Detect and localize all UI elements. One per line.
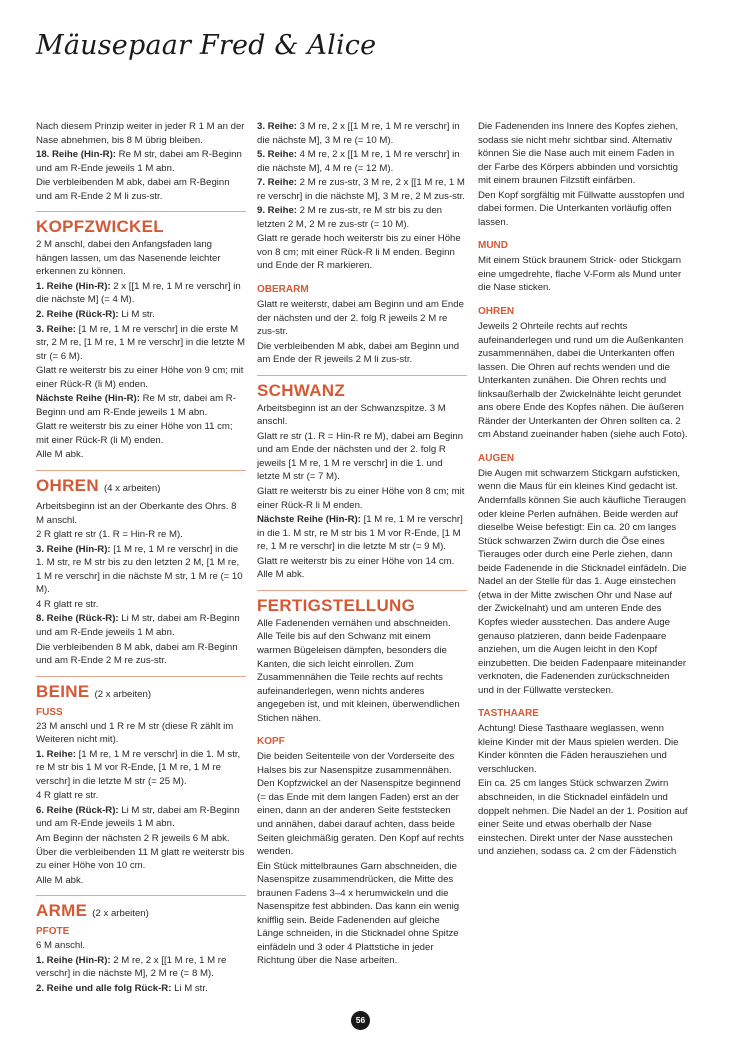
heading-text: ARME — [36, 901, 88, 921]
divider — [257, 590, 467, 591]
column-3 — [478, 120, 688, 860]
page-title: Mäusepaar Fred & Alice — [36, 30, 377, 61]
paragraph: Jeweils 2 Ohrteile rechts auf rechts aufeinanderlegen und rund um die Außenkanten zusammennähen, dabei die Unterkanten offen lassen. Die Ohren auf rechts wenden und die Unterkanten zunähen. Die Ohren rechts und linksaußerhalb der Zwickelnähte leicht gerundet ans obere Ende des Kopfes nähen. Die äußeren Ränder der Unterkanten der Ohren sollten ca. 2 cm Abstand zueinander haben (siehe auch Foto). — [478, 321, 688, 441]
paragraph: Am Beginn der nächsten 2 R jeweils 6 M abk. Über die verbleibenden 11 M glatt re weiterstr bis zu einer Höhe von 10 cm. — [36, 832, 245, 872]
paragraph: 9. Reihe: 2 M re zus-str, re M str bis zu den letzten 2 M, 2 M re zus-str (= 10 M). — [257, 205, 443, 230]
subheading-ohren: OHREN — [478, 306, 515, 318]
heading-text: OHREN — [36, 476, 99, 496]
paragraph: Glatt re weiterstr bis zu einer Höhe von 11 cm; mit einer Rück-R (li M) enden. — [36, 421, 233, 446]
divider — [36, 470, 246, 471]
paragraph: 2. Reihe und alle folg Rück-R: Li M str. — [36, 982, 208, 994]
paragraph: Glatt re weiterstr bis zu einer Höhe von 9 cm; mit einer Rück-R (li M) enden. — [36, 365, 244, 390]
paragraph: 8. Reihe (Rück-R): Li M str, dabei am R-Beginn und am R-Ende jeweils 1 M abn. — [36, 613, 240, 638]
paragraph: Alle Fadenenden vernähen und abschneiden. Alle Teile bis auf den Schwanz mit einem warmen Bügeleisen dämpfen, besonders die Kanten, die sich leicht einrollen. Zum Zusammennähen die Teile rechts auf rechts aufeinanderlegen, wenn nichts anderes angegeben ist, und mit kleinen, überwendlichen Stichen nähen. — [257, 617, 460, 724]
page-number: 56 — [351, 1011, 370, 1030]
section-heading-arme — [36, 901, 246, 924]
subheading-pfote: PFOTE — [36, 926, 70, 938]
paragraph: Achtung! Diese Tasthaare weglassen, wenn kleine Kinder mit der Maus spielen werden. Die Kinder könnten die Fäden herausziehen und verschlucken. — [478, 723, 679, 775]
subheading-fuss: FUSS — [36, 706, 63, 718]
subheading-oberarm: OBERARM — [257, 284, 309, 296]
subheading-kopf: KOPF — [257, 736, 285, 748]
paragraph: Alle M abk. — [36, 874, 84, 886]
paragraph: Die verbleibenden 8 M abk, dabei am R-Beginn und am R-Ende 2 M re zus-str. — [36, 641, 238, 667]
paragraph: Glatt re gerade hoch weiterstr bis zu einer Höhe von 8 cm; mit einer Rück-R li M enden. Beginn und Ende der R markieren. — [257, 233, 461, 272]
paragraph: 3. Reihe: 3 M re, 2 x [[1 M re, 1 M re verschr] in die nächste M], 3 M re (= 10 M). — [257, 121, 460, 146]
subheading-mund: MUND — [478, 240, 508, 252]
subheading-tasthaare: TASTHAARE — [478, 708, 539, 720]
paragraph: Die Fadenenden ins Innere des Kopfes ziehen, sodass sie nicht mehr sichtbar sind. Alternativ können Sie die Nase auch mit einem Faden in der Farbe des Körpers abbinden und vorsichtig mit einem braunen Filzstift einfärben. — [478, 121, 679, 187]
column-2 — [257, 120, 467, 969]
divider — [257, 375, 467, 376]
paragraph: Arbeitsbeginn ist an der Oberkante des Ohrs. 8 M anschl. — [36, 501, 237, 526]
paragraph: Glatt re weiterstr bis zu einer Höhe von 8 cm; mit einer Rück-R li M enden. — [257, 486, 465, 511]
column-1 — [36, 120, 246, 996]
paragraph: 4 R glatt re str. — [36, 598, 99, 610]
paragraph: Nach diesem Prinzip weiter in jeder R 1 M an der Nase abnehmen, bis 8 M übrig bleiben. — [36, 121, 245, 146]
paragraph: 2. Reihe (Rück-R): Li M str. — [36, 309, 155, 321]
paragraph: 1. Reihe (Hin-R): 2 x [[1 M re, 1 M re verschr] in die nächste M] (= 4 M). — [36, 280, 241, 306]
section-heading-schwanz: SCHWANZ — [257, 380, 346, 400]
paragraph: Die beiden Seitenteile von der Vorderseite des Halses bis zur Nasenspitze zusammennähen. Den Kopfzwickel an der Nasenspitze beginnend (= das Ende mit dem langen Faden) erst an der einen, dann an der anderen Seite feststecken und annähen, dabei darauf achten, dass beide Seiten gleichmäßig geraten. Den Kopf auf rechts wenden. — [257, 751, 464, 858]
heading-note: (2 x arbeiten) — [94, 688, 152, 700]
paragraph: 1. Reihe: [1 M re, 1 M re verschr] in die 1. M str, re M str bis 1 M vor R-Ende, [1 M re, 1 M re verschr] in die letzte M str (= 25 M). — [36, 748, 241, 787]
divider — [36, 895, 246, 896]
paragraph: 7. Reihe: 2 M re zus-str, 3 M re, 2 x [[1 M re, 1 M re verschr] in die nächste M], 3 M re, 2 M zus-str. — [257, 177, 465, 202]
paragraph: Den Kopf sorgfältig mit Füllwatte ausstopfen und dabei formen. Die Unterkanten vorläufig offen lassen. — [478, 189, 685, 228]
subheading-augen: AUGEN — [478, 452, 515, 464]
paragraph: Glatt re weiterstr bis zu einer Höhe von 14 cm. Alle M abk. — [257, 555, 455, 581]
paragraph: Nächste Reihe (Hin-R): [1 M re, 1 M re verschr] in die 1. M str, re M str bis 1 M vor R-Ende, [1 M re, 1 M re verschr] in die letzte M str (= 9 M). — [257, 514, 463, 553]
paragraph: Glatt re weiterstr, dabei am Beginn und am Ende der nächsten und der 2. folg R jeweils 2 M re zus-str. — [257, 299, 464, 338]
paragraph: Die verbleibenden M abk, dabei am R-Beginn und am R-Ende 2 M li zus-str. — [36, 177, 230, 202]
paragraph: Alle M abk. — [36, 449, 84, 461]
paragraph: Arbeitsbeginn ist an der Schwanzspitze. 3 M anschl. — [257, 402, 446, 428]
paragraph: Ein ca. 25 cm langes Stück schwarzen Zwirn abschneiden, in die Sticknadel einfädeln und doppelt nehmen. Die Nadel an der 1. Position auf einer Seite und etwas oberhalb der Nase einstechen. Direkt unter der Nase ausstechen und anziehen, sodass ca. 2 cm der Fädenstich — [478, 778, 688, 858]
heading-text: BEINE — [36, 681, 90, 701]
paragraph: Die verbleibenden M abk, dabei am Beginn und am Ende der R jeweils 2 M li zus-str. — [257, 340, 460, 366]
section-heading-beine — [36, 682, 246, 705]
paragraph: Die Augen mit schwarzem Stickgarn aufsticken, wenn die Maus für ein kleines Kind gedacht ist. Andernfalls können Sie auch käufliche Tieraugen oder kleine Perlen aufnähen. Beide werden auf dieselbe Weise befestigt: Ein ca. 20 cm langes Stück schwarzen Zwirn durch die Öse eines Tierauges oder durch eine Perle ziehen, dann beide Fadenende in die Sticknadel einfädeln. Die Nadel an der Stelle für das 1. Auge einstechen (etwa in der Mitte zwischen Ohr und Nase auf der Zwickelnaht) und am unteren Ende des Kopfes wieder ausstechen. Das andere Auge genauso platzieren, dann beide Fadenpaare anziehen, um die Augen leicht in den Kopf einzubetten. Die beiden Fadenpaare miteinander verknoten, die Fadenenden zurückschneiden und in der Füllwatte verstecken. — [478, 467, 687, 696]
paragraph: 6 M anschl. — [36, 940, 86, 952]
paragraph: Ein Stück mittelbraunes Garn abschneiden, die Nasenspitze zusammendrücken, die Mitte des braunen Fadens 3–4 x herumwickeln und die Nasenspitze fest abbinden. Das kann ein wenig knifflig sein. Beide Fadenenden auf gleiche Länge schneiden, in die Sticknadel ohne Spitze einfädeln und 3 oder 4 Plattstiche in jeder Richtung über die Nase arbeiten. — [257, 860, 460, 967]
divider — [36, 211, 246, 212]
paragraph: 23 M anschl und 1 R re M str (diese R zählt im Weiteren nicht mit). — [36, 720, 234, 746]
section-heading-ohren — [36, 476, 246, 499]
paragraph: 5. Reihe: 4 M re, 2 x [[1 M re, 1 M re verschr] in die nächste M], 4 M re (= 12 M). — [257, 149, 460, 174]
paragraph: 2 R glatt re str (1. R = Hin-R re M). — [36, 529, 183, 541]
paragraph: 6. Reihe (Rück-R): Li M str, dabei am R-Beginn und am R-Ende jeweils 1 M abn. — [36, 804, 240, 830]
divider — [36, 676, 246, 677]
paragraph: 3. Reihe (Hin-R): [1 M re, 1 M re verschr] in die 1. M str, re M str bis zu den letzten 2 M, [1 M re, 1 M re verschr] in die nächste M str, 1 M re (= 10 M). — [36, 543, 243, 596]
paragraph: 18. Reihe (Hin-R): Re M str, dabei am R-Beginn und am R-Ende jeweils 1 M abn. — [36, 149, 242, 174]
paragraph: Glatt re str (1. R = Hin-R re M), dabei am Beginn und am Ende der nächsten und der 2. folg R jeweils [1 M re, 1 M re verschr] in die 1. und letzte M str (= 7 M). — [257, 430, 464, 483]
paragraph: Nächste Reihe (Hin-R): Re M str, dabei am R-Beginn und am R-Ende jeweils 1 M abn. — [36, 393, 236, 418]
heading-note: (2 x arbeiten) — [92, 908, 149, 920]
section-heading-kopfzwickel: KOPFZWICKEL — [36, 217, 164, 237]
paragraph: 3. Reihe: [1 M re, 1 M re verschr] in die erste M str, 2 M re, [1 M re, 1 M re verschr] in die letzte M str (= 6 M). — [36, 323, 245, 362]
paragraph: 2 M anschl, dabei den Anfangsfaden lang hängen lassen, um das Nasenende leichter erkennen zu können. — [36, 239, 221, 278]
paragraph: Mit einem Stück braunem Strick- oder Stickgarn eine umgedrehte, flache V-Form als Mund unter die Nase sticken. — [478, 255, 682, 294]
paragraph: 1. Reihe (Hin-R): 2 M re, 2 x [[1 M re, 1 M re verschr] in die nächste M], 2 M re (= 8 M). — [36, 954, 227, 980]
section-heading-fertigstellung: FERTIGSTELLUNG — [257, 595, 416, 615]
paragraph: 4 R glatt re str. — [36, 790, 99, 802]
heading-note: (4 x arbeiten) — [103, 483, 161, 495]
